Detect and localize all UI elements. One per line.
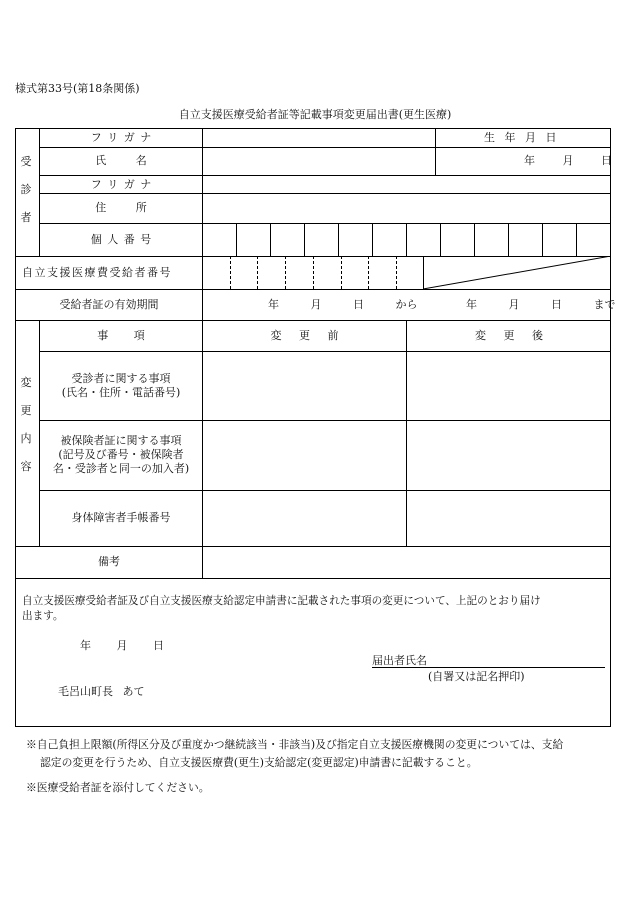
furigana-label: フ リ ガ ナ [90,131,152,144]
remarks-field[interactable] [203,547,610,578]
row-patient-item-sub: (氏名・住所・電話番号) [61,386,181,399]
row-insurance-item-sub: (記号及び番号・被保険者 [58,448,184,461]
declaration-date[interactable]: 年 月 日 [80,639,164,652]
change-group-char: 内 [20,432,32,445]
form-number: 様式第33号(第18条関係) [15,82,140,95]
recipient-number-field[interactable] [203,257,423,289]
form-title: 自立支援医療受給者証等記載事項変更届出書(更生医療) [178,108,452,121]
col-after-header: 変 更 後 [475,329,543,342]
row-insurance-item: 被保険者証に関する事項 [60,434,182,447]
change-group-char: 変 [20,376,32,389]
validity-label: 受給者証の有効期間 [59,298,159,311]
diagonal-slash [423,256,611,289]
row-patient-item: 受診者に関する事項 [71,372,171,385]
personal-number-field[interactable] [203,224,610,256]
before-patient-field[interactable] [203,352,406,420]
before-disability-field[interactable] [203,491,406,546]
before-insurance-field[interactable] [203,421,406,490]
address-label: 住 所 [95,201,147,214]
change-group-char: 更 [20,404,32,417]
after-insurance-field[interactable] [407,421,610,490]
patient-group-char: 受 [20,155,32,168]
address-field[interactable] [203,194,610,223]
col-before-header: 変 更 前 [270,329,339,342]
furigana-field[interactable] [203,129,434,147]
submitter-label: 届出者氏名 [372,654,427,667]
patient-group-char: 診 [20,183,32,196]
furigana2-label: フ リ ガ ナ [90,178,152,191]
change-group-char: 容 [20,460,32,473]
birth-date-label: 生 年 月 日 [484,131,557,144]
remarks-label: 備考 [98,555,120,568]
recipient-number-label: 自立支援医療費受給者番号 [22,266,172,279]
after-patient-field[interactable] [407,352,610,420]
note-1: ※自己負担上限額(所得区分及び重度かつ継続該当・非該当)及び指定自立支援医療機関の変更については、支給 [26,738,564,751]
personal-number-label: 個 人 番 号 [90,233,152,246]
name-label: 氏 名 [95,154,147,167]
declaration-text: 自立支援医療受給者証及び自立支援医療支給認定申請書に記載された事項の変更について、上記のとおり届け [22,595,541,607]
validity-from[interactable]: 年 月 日 から [268,298,418,311]
note-1-cont: 認定の変更を行うため、自立支援医療費(更生)支給認定(変更認定)申請書に記載すること。 [40,756,478,769]
patient-group-char: 者 [20,211,32,224]
name-field[interactable] [203,148,434,175]
validity-to[interactable]: 年 月 日 まで [466,298,616,311]
col-item-header: 事 項 [97,329,145,342]
furigana2-field[interactable] [203,176,610,193]
row-insurance-item-sub: 名・受診者と同一の加入者) [52,462,190,475]
note-2: ※医療受給者証を添付してください。 [26,781,210,794]
declaration-text-2: 出ます。 [22,610,64,622]
birth-date-field[interactable]: 年 月 日 [524,154,612,167]
addressee: 毛呂山町長 あて [58,685,145,698]
row-disability-item: 身体障害者手帳番号 [71,511,171,524]
signature-note: (自署又は記名押印) [428,670,525,683]
after-disability-field[interactable] [407,491,610,546]
submitter-name-field[interactable] [430,650,605,667]
